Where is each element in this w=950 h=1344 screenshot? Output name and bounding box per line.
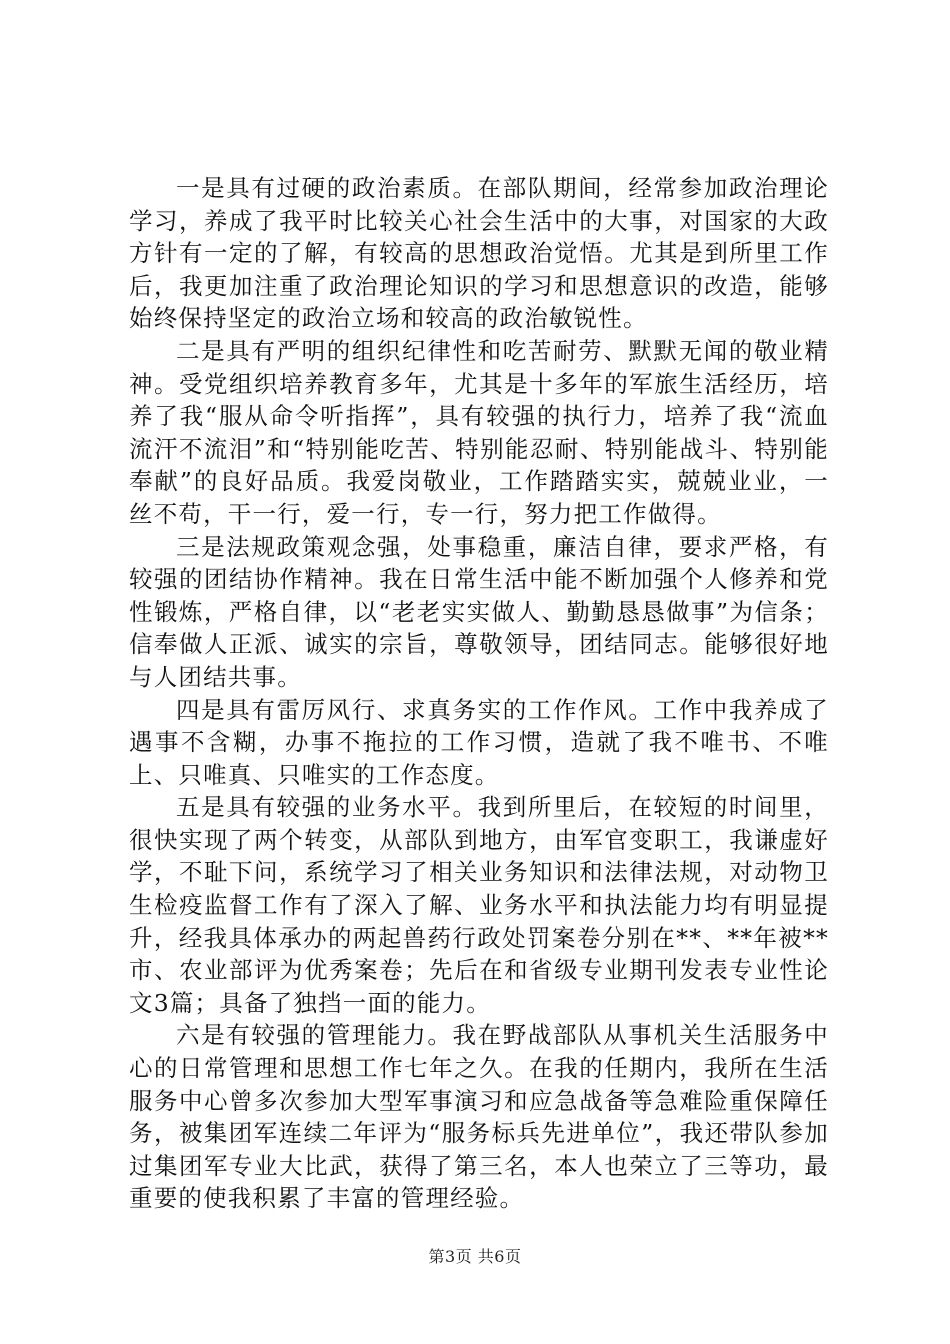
paragraph-work-style: 四是具有雷厉风行、求真务实的工作作风。工作中我养成了遇事不含糊，办事不拖拉的工作习惯，造就了我不唯书、不唯上、只唯真、只唯实的工作态度。 <box>129 695 829 789</box>
page-footer: 第3页 共6页 <box>428 1247 522 1266</box>
paragraph-discipline: 二是具有严明的组织纪律性和吃苦耐劳、默默无闻的敬业精神。受党组织培养教育多年，尤其是十多年的军旅生活经历，培养了我“服从命令听指挥”，具有较强的执行力，培养了我“流血流汗不流泪”和“特别能吃苦、特别能忍耐、特别能战斗、特别能奉献”的良好品质。我爱岗敬业，工作踏踏实实，兢兢业业，一丝不苟，干一行，爱一行，专一行，努力把工作做得。 <box>129 336 829 528</box>
paragraph-policy-awareness: 三是法规政策观念强，处事稳重，廉洁自律，要求严格，有较强的团结协作精神。我在日常生活中能不断加强个人修养和党性锻炼，严格自律，以“老老实实做人、勤勤恳恳做事”为信条；信奉做人正派、诚实的宗旨，尊敬领导，团结同志。能够很好地与人团结共事。 <box>129 532 829 691</box>
paragraph-professional-level: 五是具有较强的业务水平。我到所里后，在较短的时间里，很快实现了两个转变，从部队到地方，由军官变职工，我谦虚好学，不耻下问，系统学习了相关业务知识和法律法规，对动物卫生检疫监督工作有了深入了解、业务水平和执法能力均有明显提升，经我具体承办的两起兽药行政处罚案卷分别在**、**年被**市、农业部评为优秀案卷；先后在和省级专业期刊发表专业性论文3篇；具备了独挡一面的能力。 <box>129 793 829 1017</box>
paragraph-management-ability: 六是有较强的管理能力。我在野战部队从事机关生活服务中心的日常管理和思想工作七年之久。在我的任期内，我所在生活服务中心曾多次参加大型军事演习和应急战备等急难险重保障任务，被集团军连续二年评为“服务标兵先进单位”，我还带队参加过集团军专业大比武，获得了第三名，本人也荣立了三等功，最重要的使我积累了丰富的管理经验。 <box>129 1021 829 1213</box>
paragraph-political-quality: 一是具有过硬的政治素质。在部队期间，经常参加政治理论学习，养成了我平时比较关心社会生活中的大事，对国家的大政方针有一定的了解，有较高的思想政治觉悟。尤其是到所里工作后，我更加注重了政治理论知识的学习和思想意识的改造，能够始终保持坚定的政治立场和较高的政治敏锐性。 <box>129 174 829 333</box>
document-body <box>129 172 829 1215</box>
